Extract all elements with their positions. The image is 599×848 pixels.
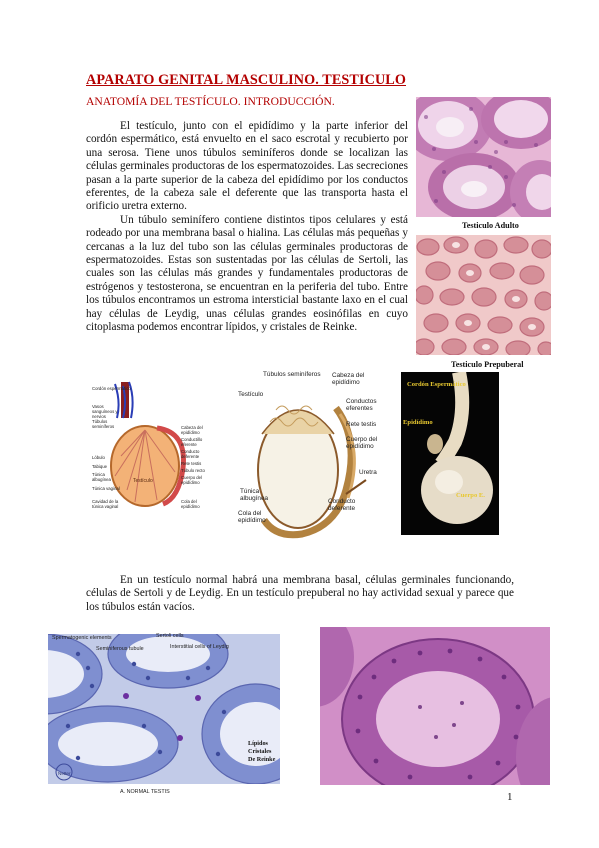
- diagram2-label-testiculo: Testículo: [238, 391, 264, 398]
- testis-dissection-photo: [401, 372, 499, 535]
- testis-cross-section-diagram: [87, 372, 233, 520]
- diagram2-label-cuerpo: Cuerpo del epidídimo: [346, 436, 378, 450]
- histology-logo: Netter: [58, 771, 71, 776]
- paragraph-3: En un testículo normal habrá una membrana basal, células germinales funcionando, células de Sertoli y de Leydig. En un testículo prepuberal no hay actividad sexual y parece que los túbulos están vacíos.: [86, 574, 514, 613]
- histology-label-cristales: Cristales: [248, 748, 272, 755]
- diagram1-label-cordon: Cordón espermático: [92, 386, 131, 391]
- diagram1-label-vasos: Vasos sanguíneos y nervios: [92, 404, 118, 419]
- photo-label-epididimo: Epidídimo: [403, 419, 433, 426]
- diagram1-label-cabeza: Cabeza del epidídimo: [181, 425, 203, 435]
- normal-testis-histology-illustration: [48, 634, 280, 784]
- diagram2-label-cola: Cola del epidídimo: [238, 510, 266, 524]
- diagram2-label-conductos: Conductos eferentes: [346, 398, 377, 412]
- histology-label-leydig: Interstitial cells of Leydig: [170, 644, 229, 650]
- histology-label-seminiferous: Seminiferous tubule: [96, 646, 144, 652]
- diagram1-label-conductillo: Conductillo eferente: [181, 437, 203, 447]
- diagram2-label-tubulos: Túbulos seminíferos: [263, 371, 321, 378]
- document-title: APARATO GENITAL MASCULINO. TESTICULO: [86, 72, 406, 88]
- diagram2-label-rete: Rete testis: [346, 421, 377, 428]
- prepuberal-testis-histology-image: [416, 235, 551, 355]
- histology-label-reinke: De Reinke: [248, 756, 276, 763]
- diagram1-label-rete: Rete testis: [181, 461, 202, 466]
- diagram1-label-cavidad: Cavidad de la túnica vaginal: [92, 499, 119, 509]
- diagram2-label-tunica: Túnica albugínea: [240, 488, 269, 502]
- diagram1-label-lobulo: Lóbulo: [92, 455, 105, 460]
- diagram2-label-cabeza: Cabeza del epidídimo: [332, 372, 365, 386]
- adult-testis-caption: Testiculo Adulto: [462, 221, 519, 230]
- histology-label-sertoli: Sertoli cells: [156, 633, 184, 639]
- histology-caption: A. NORMAL TESTIS: [120, 789, 170, 795]
- diagram1-label-conducto-deferente: Conducto deferente: [181, 449, 200, 459]
- photo-label-cordon: Cordón Espermático: [407, 381, 466, 388]
- section-subtitle: ANATOMÍA DEL TESTÍCULO. INTRODUCCIÓN.: [86, 95, 335, 108]
- diagram1-label-tunica-albuginea: Túnica albugínea: [92, 472, 111, 482]
- diagram2-label-conducto: Conducto deferente: [328, 498, 356, 512]
- diagram1-label-tubulo-recto: Túbulo recto: [181, 468, 205, 473]
- diagram1-label-cola: Cola del epidídimo: [181, 499, 200, 509]
- photo-label-cuerpo: Cuerpo E.: [456, 492, 485, 499]
- diagram1-label-cuerpo: Cuerpo del epidídimo: [181, 475, 203, 485]
- paragraph-2: Un túbulo seminífero contiene distintos tipos celulares y está rodeado por una membrana basal o hialina. Las células más pequeñas y cercanas a la luz del tubo son las células germinales productoras de espermatozoides. Estas son sustentadas por las células de Sertoli, las cuales son las células más grandes y fundamentales productoras de estrógenos y testosterona, se encuentran en la periferia del tubo. Entre los túbulos encontramos un estroma intersticial bastante laxo en el cual hay células de Leydig, unas células grandes eosinófilas en cuyo citoplasma podemos encontrar lípidos, y cristales de Reinke.: [86, 213, 408, 334]
- histology-label-lipidos: Lípidos: [248, 740, 268, 747]
- paragraph-3-block: [86, 574, 514, 614]
- intro-text-block: [86, 120, 408, 335]
- page-number: 1: [507, 791, 513, 803]
- diagram2-label-uretra: Uretra: [359, 469, 377, 476]
- diagram1-label-tubulos: Túbulos seminíferos: [92, 419, 115, 429]
- diagram1-label-tabique: Tabique: [92, 464, 108, 469]
- histology-label-spermatogenic: Spermatogenic elements: [52, 635, 112, 641]
- svg-text:Testículo: Testículo: [133, 478, 153, 484]
- prepuberal-testis-caption: Testiculo Prepuberal: [451, 360, 524, 369]
- diagram1-label-tunica-vaginal: Túnica vaginal: [92, 486, 120, 491]
- testis-histology-photo: [320, 627, 550, 785]
- paragraph-1: El testículo, junto con el epidídimo y la parte inferior del cordón espermático, está envuelto en el saco escrotal y recubierto por una serosa. Tiene unos túbulos seminíferos donde se localizan las células germinales productoras de los espermatozoides. Las secreciones pasan a la parte superior de la cabeza del epidídimo por los conductos eferentes, de la cabeza sale el deferente que las transporta hasta el orificio uretra externo.: [86, 120, 408, 213]
- adult-testis-histology-image: [416, 97, 551, 217]
